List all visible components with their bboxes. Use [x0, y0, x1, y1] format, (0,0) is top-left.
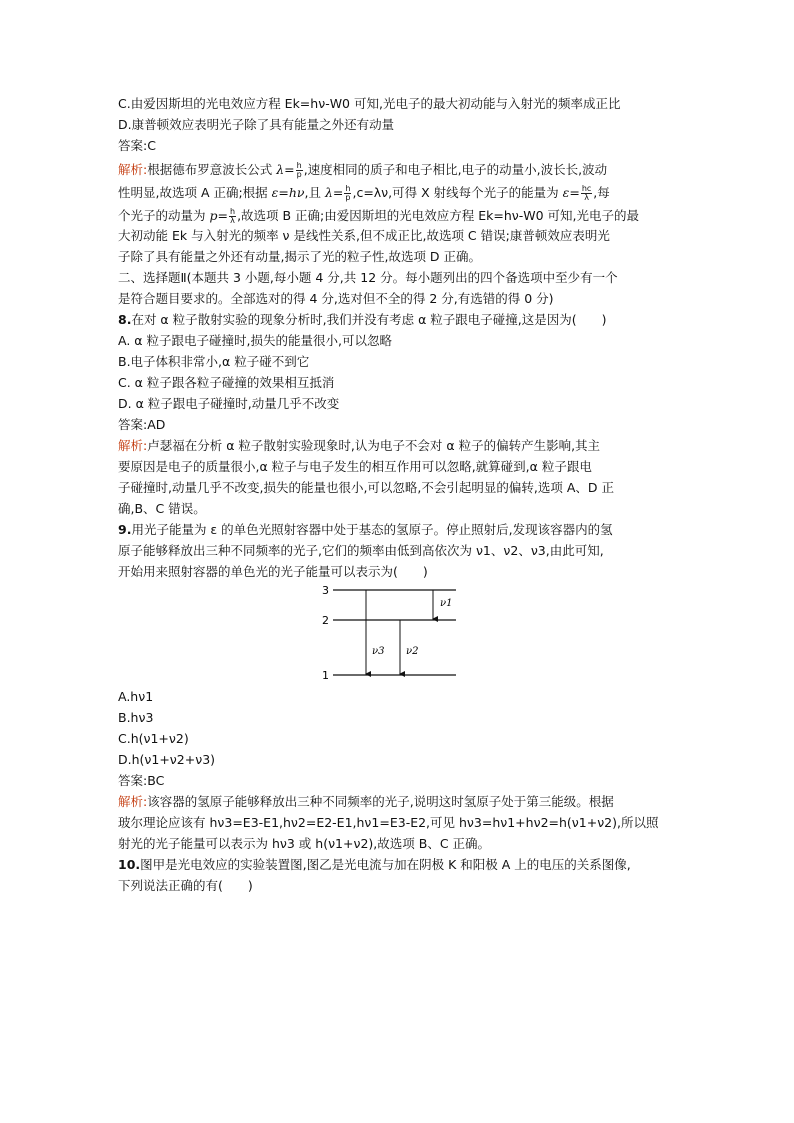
- level-label-3: 3: [322, 584, 329, 597]
- explanation-q8-line4: 确,B、C 错误。: [118, 501, 206, 516]
- section-2-heading-line2: 是符合题目要求的。全部选对的得 4 分,选对但不全的得 2 分,有选错的得 0 分): [118, 291, 554, 306]
- label-nu1: ν1: [440, 598, 453, 609]
- energy-level-svg: [118, 584, 680, 682]
- explanation-q8-line2: 要原因是电子的质量很小,α 粒子与电子发生的相互作用可以忽略,就算碰到,α 粒子跟电: [118, 459, 592, 474]
- explanation-q7-line4: 大初动能 Ek 与入射光的频率 ν 是线性关系,但不成正比,故选项 C 错误;康普顿效应表明光: [118, 228, 610, 243]
- option-b-q9: B.hν3: [118, 710, 154, 725]
- question-10-line1: 10.图甲是光电效应的实验装置图,图乙是光电流与加在阴极 K 和阳极 A 上的电压的关系图像,: [118, 857, 631, 872]
- option-c-q9: C.h(ν1+ν2): [118, 731, 189, 746]
- option-d-q7: D.康普顿效应表明光子除了具有能量之外还有动量: [118, 117, 395, 132]
- question-9-line3: 开始用来照射容器的单色光的光子能量可以表示为( ): [118, 564, 428, 579]
- explanation-q9-line3: 射光的光子能量可以表示为 hν3 或 h(ν1+ν2),故选项 B、C 正确。: [118, 836, 491, 851]
- question-8: 8.在对 α 粒子散射实验的现象分析时,我们并没有考虑 α 粒子跟电子碰撞,这是因为( ): [118, 312, 607, 327]
- option-c-q7: C.由爱因斯坦的光电效应方程 Ek=hν-W0 可知,光电子的最大初动能与入射光的频率成正比: [118, 96, 621, 111]
- question-number: 9.: [118, 522, 132, 537]
- label-nu2: ν2: [406, 646, 419, 657]
- fraction-h-over-p: $\frac{h}{p}$: [296, 161, 302, 179]
- answer-q8: 答案:AD: [118, 417, 166, 432]
- option-b-q8: B.电子体积非常小,α 粒子碰不到它: [118, 354, 310, 369]
- level-label-2: 2: [322, 614, 329, 627]
- explanation-q8-line3: 子碰撞时,动量几乎不改变,损失的能量也很小,可以忽略,不会引起明显的偏转,选项 A、D 正: [118, 480, 614, 495]
- explanation-q9-line1: 解析:该容器的氢原子能够释放出三种不同频率的光子,说明这时氢原子处于第三能级。根据: [118, 794, 614, 809]
- energy-level-diagram: [118, 584, 680, 682]
- document-page: [118, 95, 680, 898]
- option-c-q8: C. α 粒子跟各粒子碰撞的效果相互抵消: [118, 375, 335, 390]
- option-a-q9: A.hν1: [118, 689, 154, 704]
- explanation-q7-line2: 性明显,故选项 A 正确;根据 ε=hν,且 λ= $\frac{h}{p}$ ,c=λν,可得 X 射线每个光子的能量为 ε= $\frac{hc}{\lambda}$ ,每: [118, 184, 610, 202]
- explanation-q8-line1: 解析:卢瑟福在分析 α 粒子散射实验现象时,认为电子不会对 α 粒子的偏转产生影响,其主: [118, 438, 601, 453]
- fraction-h-over-lambda: $\frac{h}{\lambda}$: [229, 207, 236, 225]
- fraction-hc-over-lambda: $\frac{hc}{\lambda}$: [581, 184, 592, 202]
- option-d-q8: D. α 粒子跟电子碰撞时,动量几乎不改变: [118, 396, 340, 411]
- question-9-line2: 原子能够释放出三种不同频率的光子,它们的频率由低到高依次为 ν1、ν2、ν3,由此可知,: [118, 543, 604, 558]
- explanation-label: 解析:: [118, 162, 148, 177]
- explanation-q7-line5: 子除了具有能量之外还有动量,揭示了光的粒子性,故选项 D 正确。: [118, 249, 482, 264]
- question-10-line2: 下列说法正确的有( ): [118, 878, 253, 893]
- question-number: 10.: [118, 857, 141, 872]
- option-a-q8: A. α 粒子跟电子碰撞时,损失的能量很小,可以忽略: [118, 333, 392, 348]
- label-nu3: ν3: [372, 646, 385, 657]
- explanation-q7-line3: 个光子的动量为 p= $\frac{h}{\lambda}$ ,故选项 B 正确;由爱因斯坦的光电效应方程 Ek=hν-W0 可知,光电子的最: [118, 207, 640, 225]
- explanation-q9-line2: 玻尔理论应该有 hν3=E3-E1,hν2=E2-E1,hν1=E3-E2,可见 hν3=hν1+hν2=h(ν1+ν2),所以照: [118, 815, 659, 830]
- answer-q7: 答案:C: [118, 138, 156, 153]
- explanation-q7-line1: 解析:根据德布罗意波长公式 λ= $\frac{h}{p}$ ,速度相同的质子和电子相比,电子的动量小,波长长,波动: [118, 161, 608, 179]
- answer-q9: 答案:BC: [118, 773, 165, 788]
- fraction-h-over-p: $\frac{h}{p}$: [345, 184, 351, 202]
- level-label-1: 1: [322, 669, 329, 682]
- explanation-label: 解析:: [118, 794, 148, 809]
- section-2-heading-line1: 二、选择题Ⅱ(本题共 3 小题,每小题 4 分,共 12 分。每小题列出的四个备选项中至少有一个: [118, 270, 618, 285]
- question-9-line1: 9.用光子能量为 ε 的单色光照射容器中处于基态的氢原子。停止照射后,发现该容器内的氢: [118, 522, 613, 537]
- option-d-q9: D.h(ν1+ν2+ν3): [118, 752, 216, 767]
- question-number: 8.: [118, 312, 132, 327]
- explanation-label: 解析:: [118, 438, 148, 453]
